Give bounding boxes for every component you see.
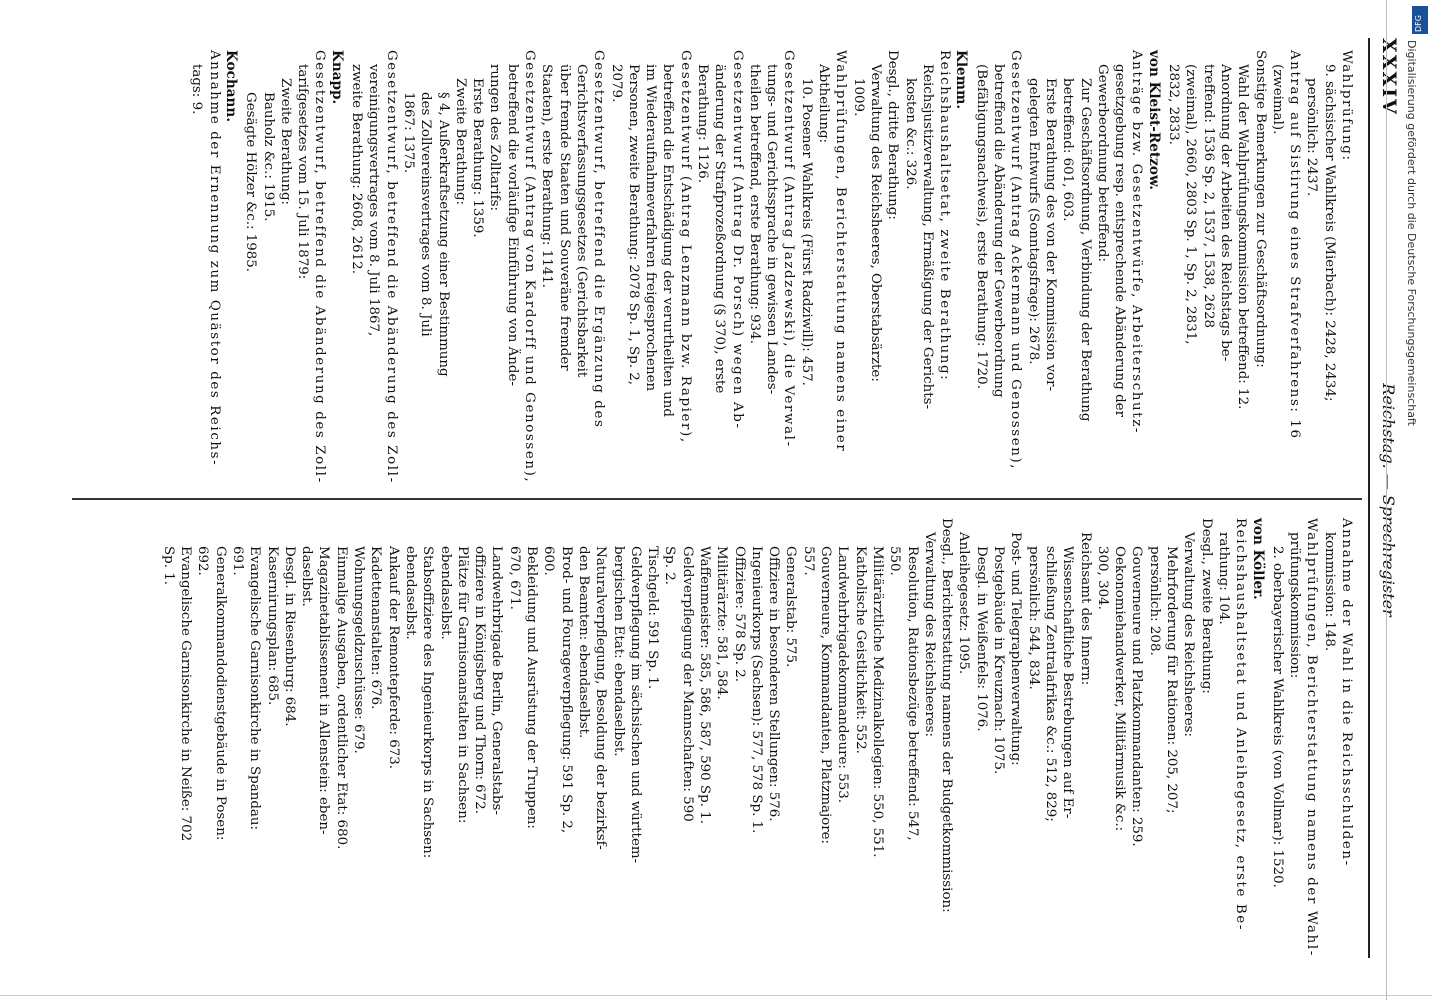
register-entry: Zweite Berathung: [277, 78, 293, 206]
register-entry: Desgl. in Riesenburg: 684. [281, 546, 297, 727]
register-entry: betreffend die vorläufige Einführung von Ände- [504, 64, 520, 386]
speaker-name: von Köller. [1249, 518, 1266, 600]
register-entry: Evangelische Garnisonkirche in Neiße: 702 [178, 546, 194, 842]
register-entry: betreffend die Abänderung der Gewerbeordnung [991, 64, 1007, 398]
register-entry: Gesetzentwurf (Antrag Jazdzewski), die Verwal- [781, 50, 797, 448]
header-rule [1368, 38, 1370, 958]
register-entry: Offiziere in besonderen Stellungen: 576. [766, 546, 782, 822]
register-entry: Gesetzentwurf, betreffend die Abänderung des Zoll- [383, 50, 399, 484]
speaker-name: Kochann. [223, 50, 239, 123]
register-entry: Offiziere: 578 Sp. 2. [731, 546, 747, 682]
register-entry: den Beamten: ebendaselbst. [575, 546, 591, 739]
register-entry: Kadettenanstalten: 676. [368, 546, 384, 710]
register-entry: 600. [541, 546, 557, 576]
register-entry: Staaten), erste Berathung: 1141. [539, 64, 555, 289]
register-entry: Waffenmeister: 585, 586, 587, 590 Sp. 1. [697, 546, 713, 824]
left-column [187, 50, 1354, 490]
register-entry: Desgl. in Weißenfels: 1076. [973, 546, 989, 732]
register-entry: Brod- und Fourageverpflegung: 591 Sp. 2, [558, 546, 574, 834]
register-entry: Geldverpflegung der Mannschaften: 590 [679, 546, 695, 822]
register-entry: Evangelische Garnisonkirche in Spandau: [247, 546, 263, 831]
register-entry: § 4, Außerkraftsetzung einer Bestimmung [435, 92, 451, 377]
register-entry: Reichsamt des Innern: [1077, 532, 1093, 686]
register-entry: Tischgeld: 591 Sp. 1. [645, 546, 661, 690]
register-entry: bergischen Etat: ebendaselbst. [610, 546, 626, 757]
register-entry: Bekleidung und Ausrüstung der Truppen: [524, 546, 540, 829]
register-entry: Verwaltung des Reichsheeres: [921, 532, 937, 738]
digitization-credit: Digitalisierung gefördert durch die Deutsche Forschungsgemeinschaft [1405, 40, 1418, 426]
page-number: XXXIV [1378, 38, 1400, 116]
register-entry: gesetzgebung resp. entsprechende Abänderung der [1112, 64, 1128, 418]
register-entry: offiziere in Königsberg und Thorn: 672. [472, 546, 488, 814]
column-divider [72, 498, 1362, 500]
register-entry: betreffend: 601, 603. [1060, 78, 1076, 222]
register-entry: kommission: 148. [1321, 532, 1337, 652]
register-entry: 557. [800, 546, 816, 576]
register-entry: Gouverneure und Platzkommandanten: 259. [1129, 546, 1145, 847]
register-entry: Wahl der Wahlprüfungskommission betreffend: 12. [1235, 64, 1251, 410]
register-entry: Reichshaushaltsetat, zweite Berathung: [937, 50, 953, 382]
register-entry: Bauholz &c.: 1915. [260, 92, 276, 222]
register-entry: Stabsoffiziere des Ingenieurkorps in Sachsen: [420, 546, 436, 859]
register-entry: daselbst. [299, 546, 315, 607]
register-entry: Geldverpflegung im sächsischen und württem- [627, 546, 643, 864]
register-entry: persönlich: 2437. [1304, 78, 1320, 197]
register-entry: persönlich: 208. [1146, 546, 1162, 656]
register-entry: ebendaselbst. [437, 546, 453, 640]
register-entry: vereinigungsvertrages vom 8. Juli 1867, [366, 64, 382, 337]
register-entry: Gewerbeordnung betreffend: [1094, 64, 1110, 262]
register-entry: Wahlprüfungen, Berichterstattung namens der Wahl- [1304, 518, 1320, 957]
register-entry: 1009. [850, 78, 866, 117]
register-entry: (zweimal), 2660, 2803 Sp. 1, Sp. 2, 2831, [1183, 64, 1199, 345]
register-entry: Verwaltung des Reichsheeres, Oberstabsärzte: [867, 64, 883, 382]
register-entry: Militärärzte: 581, 584. [714, 546, 730, 700]
register-entry: 2. oberbayerischer Wahlkreis (von Vollmar): 1520. [1269, 546, 1285, 888]
register-entry: 550. [887, 546, 903, 576]
dfg-logo-text: DFG [1414, 15, 1423, 32]
register-entry: 1867: 1375. [400, 92, 416, 174]
register-entry: 2079. [608, 64, 624, 103]
register-entry: tags: 9. [189, 64, 205, 115]
register-entry: 2832, 2833. [1166, 64, 1182, 145]
page-header [1364, 0, 1404, 1000]
register-entry: tarifgesetzes vom 15. Juli 1879: [295, 64, 311, 280]
register-entry: Wohnungsgeldzuschüsse: 679. [351, 546, 367, 754]
register-entry: persönlich: 544, 834. [1025, 546, 1041, 690]
speaker-name: Klemm. [953, 50, 970, 110]
register-entry: Gesägte Hölzer &c.: 1985. [243, 92, 259, 273]
register-entry: 9. sächsischer Wahlkreis (Mierbach): 2428, 2434; [1321, 64, 1337, 402]
register-entry: treffend: 1536 Sp. 2, 1537, 1538, 2628 [1200, 64, 1216, 328]
register-entry: änderung der Strafprozeßordnung (§ 370), erste [712, 64, 728, 394]
register-entry: Resolution, Rationsbezüge betreffend: 547, [904, 546, 920, 841]
register-entry: Generalkommandodienstgebäude in Posen: [212, 546, 228, 841]
register-entry: 10. Posener Wahlkreis (Fürst Radziwill): 457. [798, 78, 814, 386]
speaker-name: Knapp. [328, 50, 345, 105]
register-entry: tungs- und Gerichtssprache in gewissen Landes- [764, 64, 780, 395]
register-entry: Annahme der Wahl in die Reichsschulden- [1339, 518, 1354, 867]
register-entry: über fremde Staaten und Souveräne fremder [556, 64, 572, 371]
scan-bottom-line [0, 995, 1432, 996]
register-entry: rungen des Zolltarifs: [487, 64, 503, 211]
register-entry: Einmalige Ausgaben, ordentlicher Etat: 680. [333, 546, 349, 850]
register-entry: ebendaselbst. [402, 546, 418, 640]
register-entry: theilen betreffend, erste Berathung: 934. [746, 64, 762, 344]
register-entry: rathung: 104. [1215, 532, 1231, 625]
running-title: Reichstag. — Sprechregister [1379, 383, 1398, 617]
register-entry: Generalstab: 575. [783, 546, 799, 668]
register-entry: Gesetzentwurf, betreffend die Abänderung des Zoll- [312, 50, 328, 484]
register-entry: Gesetzentwurf, betreffend die Ergänzung des [591, 50, 607, 429]
register-entry: Zur Geschäftsordnung, Verbindung der Berathung [1077, 78, 1093, 422]
register-entry: Kasernirungsplan: 685. [264, 546, 280, 706]
scan-edge-line [1386, 0, 1387, 1000]
register-entry: Katholische Geistlichkeit: 552. [852, 546, 868, 754]
register-entry: Mehrforderung für Rationen: 205, 207; [1164, 546, 1180, 814]
register-entry: Gesetzentwurf (Antrag Ackermann und Genossen), [1008, 50, 1024, 471]
register-entry: 692. [195, 546, 211, 576]
register-entry: Naturalverpflegung, Besoldung der bezirksf- [593, 546, 609, 850]
right-column [159, 518, 1354, 958]
register-entry: des Zollvereinsvertrages vom 8. Juli [418, 92, 434, 337]
register-entry: Berathung: 1126. [695, 64, 711, 184]
register-entry: gelegten Entwurfs (Sonntagsfrage): 2678. [1025, 78, 1041, 365]
register-entry: Magazinetablissement in Allenstein: eben- [316, 546, 332, 835]
register-entry: (Befähigungsnachweis), erste Berathung: 1720. [973, 64, 989, 389]
register-entry: betreffend die Entschädigung der verurtheilten und [660, 64, 676, 417]
register-entry: Anleihegesetz: 1095. [956, 532, 972, 675]
register-entry: Abtheilung: [816, 64, 832, 144]
register-entry: Desgl., dritte Berathung: [885, 50, 901, 220]
register-entry: Plätze für Garnisonanstalten in Sachsen: [454, 546, 470, 824]
register-entry: Erste Berathung des von der Kommission vor- [1042, 78, 1058, 392]
register-entry: Anordnung der Arbeiten des Reichstags be- [1217, 64, 1233, 362]
register-entry: Desgl., Berichterstattung namens der Budgetkommission: [939, 518, 955, 913]
register-entry: Wahlprüfungen, Berichterstattung namens einer [833, 50, 849, 453]
register-entry: 691. [230, 546, 245, 576]
register-entry: Gerichtsverfassungsgesetzes (Gerichtsbarkeit [573, 64, 589, 378]
register-entry: Landwehrbrigadekommandeure: 553. [835, 546, 851, 803]
register-entry: Gesetzentwurf (Antrag Lenzmann bzw. Rapier), [677, 50, 693, 444]
register-entry: Oekonomiehandwerker, Militärmusik &c.: [1112, 546, 1128, 832]
register-entry: 670, 671. [506, 546, 522, 610]
register-entry: Reichshaushaltsetat und Anleihegesetz, erste Be- [1233, 518, 1249, 931]
register-entry: prüfungskommission: [1287, 532, 1303, 679]
register-entry: Gesetzentwurf (Antrag von Kardorff und Genossen), [522, 50, 538, 484]
register-entry: Desgl., zweite Berathung: [1198, 518, 1214, 694]
register-entry: Personen, zweite Berathung: 2078 Sp. 1, Sp. 2, [625, 64, 641, 386]
register-entry: kosten &c.: 326. [902, 78, 918, 190]
register-entry: Gouverneure, Kommandanten, Platzmajore: [818, 546, 834, 845]
register-entry: Wahlprüfung: [1339, 50, 1354, 162]
register-entry: Post- und Telegraphenverwaltung: [1008, 532, 1024, 766]
register-entry: zweite Berathung: 2608, 2612. [349, 64, 365, 274]
register-entry: Militärärztliche Medizinalkollegien: 550, 551. [869, 546, 885, 858]
register-entry: Wissenschaftliche Bestrebungen auf Er- [1060, 546, 1076, 819]
register-entry: Verwaltung des Reichsheeres: [1181, 532, 1197, 738]
register-entry: Erste Berathung: 1359. [470, 78, 486, 238]
register-entry: Sp. 2. [662, 546, 678, 586]
register-entry: (zweimal). [1269, 64, 1285, 135]
register-entry: Reichsjustizverwaltung, Ermäßigung der Gerichts- [919, 64, 935, 410]
register-entry: Annahme der Ernennung zum Quästor des Reichs- [206, 50, 222, 467]
register-entry: Zweite Berathung: [452, 78, 468, 206]
register-entry: Landwehrbrigade Berlin, Generalstabs- [489, 546, 505, 815]
register-entry: Ankauf der Remontepferde: 673. [385, 546, 401, 770]
register-entry: Sonstige Bemerkungen zur Geschäftsordnung: [1252, 50, 1268, 368]
register-entry: Antrag auf Sistirung eines Strafverfahrens: 16 [1287, 50, 1303, 440]
register-entry: schließung Zentralafrikas &c.: 512, 829; [1042, 546, 1058, 822]
register-entry: Gesetzentwurf (Antrag Dr. Porsch) wegen Ab- [729, 50, 745, 430]
register-entry: Anträge bzw. Gesetzentwürfe, Arbeiterschutz- [1129, 50, 1145, 435]
register-entry: 300, 304. [1094, 546, 1110, 610]
register-entry: Sp. 1. [160, 546, 176, 586]
dfg-logo [1412, 6, 1428, 34]
register-entry: Postgebäude in Kreuznach: 1075. [991, 546, 1007, 775]
register-entry: Ingenieurkorps (Sachsen): 577, 578 Sp. 1. [748, 546, 764, 834]
register-entry: im Wiederaufnahmeverfahren freigesprochenen [643, 64, 659, 392]
speaker-name: von Kleist-Retzow. [1145, 50, 1162, 191]
